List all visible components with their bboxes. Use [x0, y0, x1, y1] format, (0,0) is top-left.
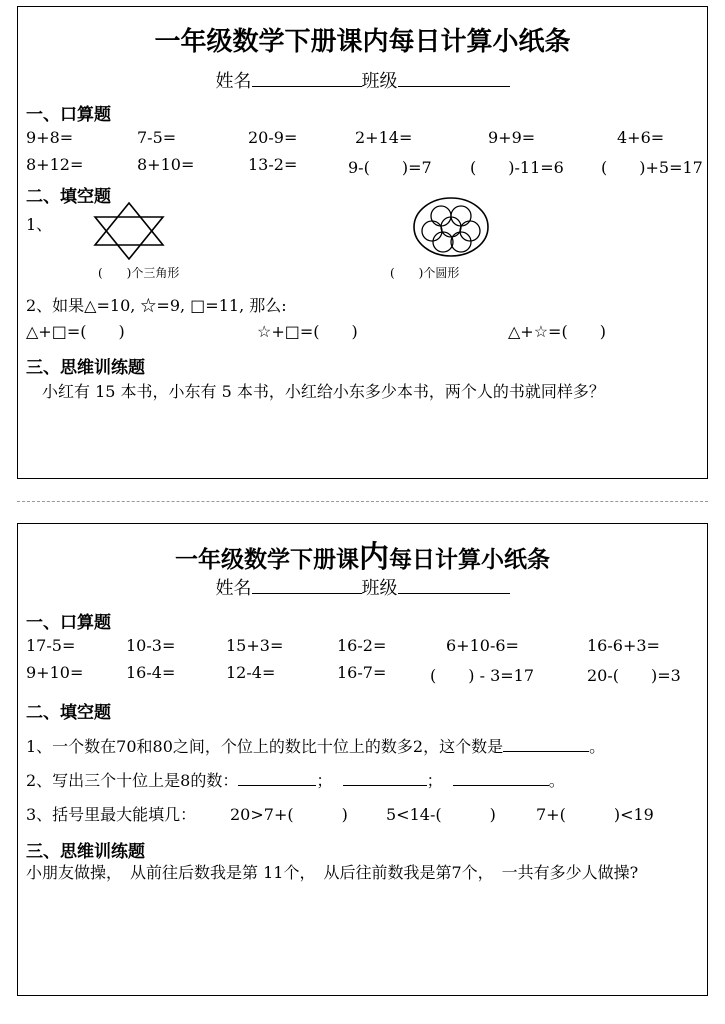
oral-item: 20-( )=3: [587, 666, 681, 685]
sheet2-q1-end: 。: [589, 737, 606, 756]
q3-item: 7+( )<19: [536, 805, 654, 824]
sheet1-thinking-question: 小红有 15 本书，小东有 5 本书，小红给小东多少本书，两个人的书就同样多？: [26, 382, 605, 401]
sheet2-section-oral: 一、口算题: [26, 613, 111, 633]
sheet1-name-blank[interactable]: [252, 68, 362, 87]
oral-item: 8+12=: [26, 155, 84, 174]
sheet2-q3: [18, 802, 707, 824]
sheet2-q2-end: 。: [548, 771, 565, 790]
star-of-david-icon: [92, 201, 166, 261]
oral-item: 7-5=: [137, 128, 177, 147]
sheet2-oral-row-1: [18, 636, 707, 658]
sheet2-q1-text: 1、一个数在70和80之间，个位上的数比十位上的数多2，这个数是: [26, 737, 504, 756]
sheet2-q2: [26, 767, 565, 791]
oral-item: 9+8=: [26, 128, 74, 147]
oral-item: 4+6=: [617, 128, 665, 147]
worksheet-card-2: [17, 523, 708, 996]
sheet2-title: [18, 532, 707, 576]
q3-item: 20>7+( ): [230, 805, 348, 824]
worksheet-card-1: [17, 6, 708, 479]
sheet2-class-label: 班级: [361, 578, 398, 599]
q2-answer: △+□=( ): [26, 322, 125, 341]
sheet2-q2-sep: ；: [316, 771, 333, 790]
sheet2-name-label: 姓名: [215, 578, 252, 599]
sheet2-q3-label: 3、括号里最大能填几：: [26, 805, 197, 824]
sheet2-oral-row-2: [18, 663, 707, 685]
sheet1-oral-row-1: [18, 128, 707, 150]
sheet1-name-label: 姓名: [215, 71, 252, 92]
sheet2-name-blank[interactable]: [252, 575, 362, 594]
sheet1-q2-answers: [18, 319, 707, 341]
sheet2-q1: [26, 733, 605, 757]
sheet2-title-part3: 每日计算小纸条: [389, 547, 550, 573]
sheet1-class-blank[interactable]: [398, 68, 510, 87]
oral-item: 13-2=: [248, 155, 298, 174]
sheet2-q2-text: 2、写出三个十位上是8的数：: [26, 771, 239, 790]
oral-item: 16-6+3=: [587, 636, 660, 655]
sheet2-q1-blank[interactable]: [503, 733, 589, 752]
sheet2-q2-blank-3[interactable]: [453, 767, 549, 786]
sheet2-section-fill: 二、填空题: [26, 703, 111, 723]
oral-item: ( ) - 3=17: [430, 666, 535, 685]
sheet1-q2-text: 2、如果△=10, ☆=9, □=11, 那么:: [26, 296, 287, 315]
oral-item: 16-2=: [337, 636, 387, 655]
oral-item: 9+9=: [488, 128, 536, 147]
sheet2-title-part1: 一年级数学下册课: [175, 547, 359, 573]
sheet1-section-thinking: 三、思维训练题: [26, 358, 145, 378]
sheet2-section-thinking: 三、思维训练题: [26, 842, 145, 862]
oral-item: 10-3=: [126, 636, 176, 655]
oral-item: 17-5=: [26, 636, 76, 655]
oral-item: 16-4=: [126, 663, 176, 682]
sheet2-title-part2: 内: [359, 540, 389, 575]
q2-answer: △+☆=( ): [508, 322, 606, 341]
sheet1-class-label: 班级: [361, 71, 398, 92]
oral-item: 16-7=: [337, 663, 387, 682]
oral-item: 8+10=: [137, 155, 195, 174]
oral-item: 12-4=: [226, 663, 276, 682]
oral-item: 2+14=: [355, 128, 413, 147]
triangle-count-caption: ( )个三角形: [98, 266, 180, 280]
sheet1-name-class-row: [18, 67, 707, 93]
oral-item: 20-9=: [248, 128, 298, 147]
oral-item: 9-( )=7: [348, 158, 432, 177]
circle-count-caption: ( )个圆形: [390, 266, 460, 280]
oral-item: ( )-11=6: [470, 158, 564, 177]
sheet2-q2-blank-1[interactable]: [238, 767, 316, 786]
sheet1-section-fill: 二、填空题: [26, 187, 111, 207]
sheet2-name-class-row: [18, 574, 707, 600]
oral-item: ( )+5=17: [601, 158, 703, 177]
sheet2-class-blank[interactable]: [398, 575, 510, 594]
q3-item: 5<14-( ): [386, 805, 496, 824]
q2-answer: ☆+□=( ): [257, 322, 358, 341]
sheet1-oral-row-2: [18, 155, 707, 177]
sheet2-thinking-question: 小朋友做操， 从前往后数我是第 11个， 从后往前数我是第7个， 一共有多少人做操?: [26, 863, 639, 882]
cut-line-divider: [17, 501, 708, 502]
oral-item: 6+10-6=: [446, 636, 519, 655]
sheet2-q2-blank-2[interactable]: [343, 767, 427, 786]
sheet1-title: 一年级数学下册课内每日计算小纸条: [154, 27, 571, 57]
sheet2-q2-sep: ；: [426, 771, 443, 790]
sheet1-q1-label: 1、: [26, 215, 53, 234]
oral-item: 9+10=: [26, 663, 84, 682]
circles-figure-icon: [411, 195, 491, 259]
sheet1-section-oral: 一、口算题: [26, 105, 111, 125]
oral-item: 15+3=: [226, 636, 284, 655]
